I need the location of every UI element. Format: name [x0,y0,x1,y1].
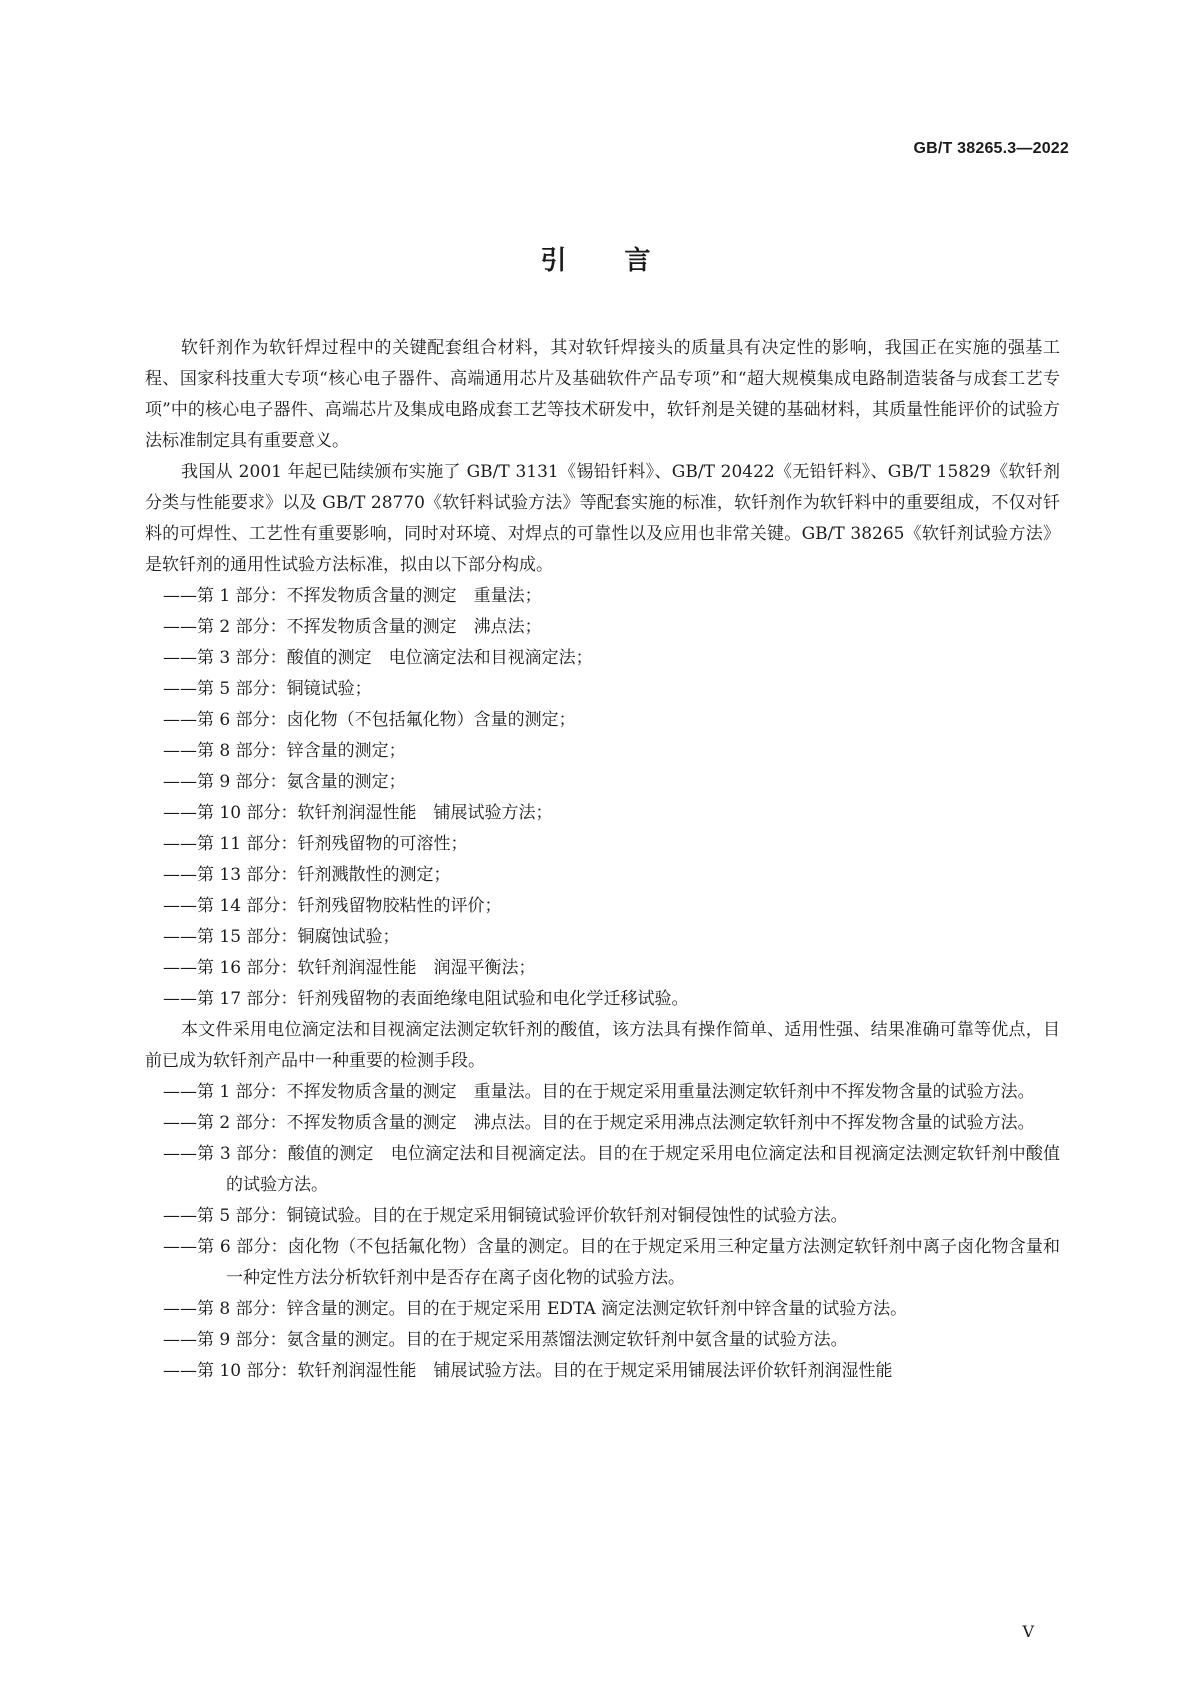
list-item: ——第 16 部分：软钎剂润湿性能 润湿平衡法； [163,958,536,978]
list-item: ——第 14 部分：钎剂残留物胶粘性的评价； [163,896,502,916]
list-item: ——第 2 部分：不挥发物质含量的测定 沸点法； [163,617,542,637]
list-item: ——第 5 部分：铜镜试验； [163,679,372,699]
list-item: ——第 17 部分：钎剂残留物的表面绝缘电阻试验和电化学迁移试验。 [163,989,689,1009]
list-item: ——第 10 部分：软钎剂润湿性能 铺展试验方法； [163,803,553,823]
list-item: ——第 6 部分：卤化物（不包括氟化物）含量的测定； [163,710,576,730]
list-item: ——第 8 部分：锌含量的测定； [163,741,406,761]
standard-code: GB/T 38265.3—2022 [913,140,1069,157]
list-item: ——第 15 部分：铜腐蚀试验； [163,927,400,947]
purpose-item: ——第 9 部分：氨含量的测定。目的在于规定采用蒸馏法测定软钎剂中氨含量的试验方法。 [163,1330,848,1350]
document-body [145,333,1077,1387]
method-paragraph: 本文件采用电位滴定法和目视滴定法测定软钎剂的酸值，该方法具有操作简单、适用性强、结果准确可靠等优点，目前已成为软钎剂产品中一种重要的检测手段。 [145,1020,1060,1071]
list-item: ——第 11 部分：钎剂残留物的可溶性； [163,834,468,854]
purpose-item: ——第 8 部分：锌含量的测定。目的在于规定采用 EDTA 滴定法测定软钎剂中锌含量的试验方法。 [163,1299,908,1319]
purpose-item: ——第 6 部分：卤化物（不包括氟化物）含量的测定。目的在于规定采用三种定量方法测定软钎剂中离子卤化物含量和一种定性方法分析软钎剂中是否存在离子卤化物的试验方法。 [163,1237,1060,1288]
purpose-item: ——第 10 部分：软钎剂润湿性能 铺展试验方法。目的在于规定采用铺展法评价软钎剂润湿性能 [163,1361,893,1381]
page-number: V [1022,1622,1034,1641]
intro-paragraph-1: 软钎剂作为软钎焊过程中的关键配套组合材料，其对软钎焊接头的质量具有决定性的影响，我国正在实施的强基工程、国家科技重大专项“核心电子器件、高端通用芯片及基础软件产品专项”和“超大规模集成电路制造装备与成套工艺专项”中的核心电子器件、高端芯片及集成电路成套工艺等技术研发中，软钎剂是关键的基础材料，其质量性能评价的试验方法标准制定具有重要意义。 [145,338,1060,451]
list-item: ——第 9 部分：氨含量的测定； [163,772,406,792]
page-title: 引言 [540,246,709,276]
purpose-item: ——第 2 部分：不挥发物质含量的测定 沸点法。目的在于规定采用沸点法测定软钎剂中不挥发物含量的试验方法。 [163,1113,1035,1133]
intro-paragraph-2: 我国从 2001 年起已陆续颁布实施了 GB/T 3131《锡铅钎料》、GB/T 20422《无铅钎料》、GB/T 15829《软钎剂 分类与性能要求》以及 GB/T 28770《软钎料试验方法》等配套实施的标准，软钎剂作为软钎料中的重要组成，不仅对钎料的可焊性、工艺性有重要影响，同时对环境、对焊点的可靠性以及应用也非常关键。GB/T 38265《软钎剂试验方法》是软钎剂的通用性试验方法标准，拟由以下部分构成。 [145,462,1077,575]
purpose-item: ——第 5 部分：铜镜试验。目的在于规定采用铜镜试验评价软钎剂对铜侵蚀性的试验方法。 [163,1206,848,1226]
list-item: ——第 3 部分：酸值的测定 电位滴定法和目视滴定法； [163,648,593,668]
list-item: ——第 13 部分：钎剂溅散性的测定； [163,865,451,885]
list-item: ——第 1 部分：不挥发物质含量的测定 重量法； [163,586,542,606]
purpose-item: ——第 1 部分：不挥发物质含量的测定 重量法。目的在于规定采用重量法测定软钎剂中不挥发物含量的试验方法。 [163,1082,1035,1102]
purpose-item: ——第 3 部分：酸值的测定 电位滴定法和目视滴定法。目的在于规定采用电位滴定法和目视滴定法测定软钎剂中酸值的试验方法。 [163,1144,1060,1195]
